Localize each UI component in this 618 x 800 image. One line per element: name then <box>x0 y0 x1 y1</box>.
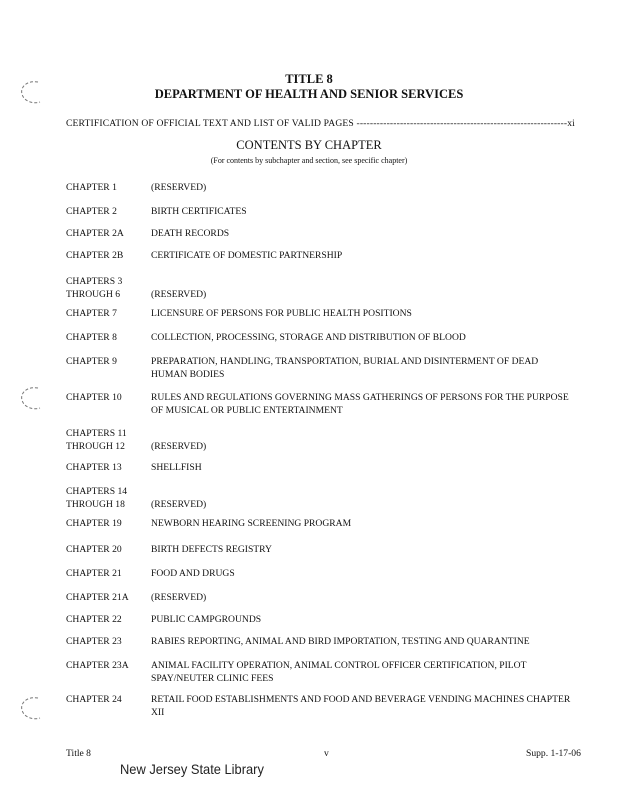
chapter-title: COLLECTION, PROCESSING, STORAGE AND DISTRIBUTION OF BLOOD <box>151 332 466 343</box>
chapter-number: CHAPTER 2A <box>66 228 124 239</box>
contents-title: CONTENTS BY CHAPTER <box>236 138 382 152</box>
footer-supplement: Supp. 1-17-06 <box>526 748 581 759</box>
chapter-number: CHAPTER 23 <box>66 636 122 647</box>
chapter-title: CERTIFICATE OF DOMESTIC PARTNERSHIP <box>151 250 343 261</box>
chapter-number: CHAPTER 8 <box>66 332 117 343</box>
chapter-number: CHAPTER 2B <box>66 250 124 261</box>
chapter-number: CHAPTER 20 <box>66 544 122 555</box>
library-stamp: New Jersey State Library <box>120 761 264 777</box>
footer-page-number: v <box>324 748 329 759</box>
chapter-number: CHAPTER 22 <box>66 614 122 625</box>
chapter-title: BIRTH DEFECTS REGISTRY <box>151 544 272 555</box>
chapter-title: SHELLFISH <box>151 462 202 473</box>
leader-dashes: --------------------------------------------------------------- <box>356 118 568 129</box>
chapter-number: CHAPTER 24 <box>66 694 122 705</box>
chapter-number: CHAPTER 19 <box>66 518 122 529</box>
punch-hole-icon <box>18 694 44 722</box>
chapter-title: RULES AND REGULATIONS GOVERNING MASS GATHERINGS OF PERSONS FOR THE PURPOSE OF MUSICAL OR PUBLIC ENTERTAINMENT <box>151 392 569 416</box>
chapter-title: BIRTH CERTIFICATES <box>151 206 247 217</box>
chapter-number: CHAPTER 13 <box>66 462 122 473</box>
chapter-number: CHAPTER 21 <box>66 568 122 579</box>
chapter-title: DEATH RECORDS <box>151 228 230 239</box>
contents-note: (For contents by subchapter and section, see specific chapter) <box>210 156 408 165</box>
chapter-title: PUBLIC CAMPGROUNDS <box>151 614 262 625</box>
chapter-title: (RESERVED) <box>151 592 207 603</box>
chapter-number: CHAPTER 10 <box>66 392 122 403</box>
chapter-title: (RESERVED) <box>151 440 207 452</box>
chapter-title: (RESERVED) <box>151 182 207 193</box>
chapter-number: CHAPTER 9 <box>66 356 117 367</box>
chapter-title: (RESERVED) <box>151 288 207 300</box>
chapter-title: FOOD AND DRUGS <box>151 568 235 579</box>
department-heading: DEPARTMENT OF HEALTH AND SENIOR SERVICES <box>154 87 464 101</box>
chapter-number: CHAPTERS 11 THROUGH 12 <box>66 428 127 452</box>
chapter-number: CHAPTER 2 <box>66 206 117 217</box>
punch-hole-icon <box>18 384 44 412</box>
footer-left: Title 8 <box>66 748 91 759</box>
chapter-number: CHAPTERS 3 THROUGH 6 <box>66 276 123 300</box>
chapter-number: CHAPTER 23A <box>66 660 129 671</box>
chapter-title: NEWBORN HEARING SCREENING PROGRAM <box>151 518 352 529</box>
chapter-number: CHAPTER 1 <box>66 182 117 193</box>
certification-line <box>66 118 598 129</box>
chapter-number: CHAPTERS 14 THROUGH 18 <box>66 486 128 510</box>
chapter-title: PREPARATION, HANDLING, TRANSPORTATION, BURIAL AND DISINTERMENT OF DEAD HUMAN BODIES <box>151 356 539 380</box>
chapter-title: RABIES REPORTING, ANIMAL AND BIRD IMPORTATION, TESTING AND QUARANTINE <box>151 636 530 647</box>
chapter-title: RETAIL FOOD ESTABLISHMENTS AND FOOD AND BEVERAGE VENDING MACHINES CHAPTER XII <box>151 694 571 718</box>
chapter-title: LICENSURE OF PERSONS FOR PUBLIC HEALTH POSITIONS <box>151 308 412 319</box>
chapter-number: CHAPTER 7 <box>66 308 117 319</box>
chapter-title: ANIMAL FACILITY OPERATION, ANIMAL CONTROL OFFICER CERTIFICATION, PILOT SPAY/NEUTER CLINIC FEES <box>151 660 527 684</box>
certification-text: CERTIFICATION OF OFFICIAL TEXT AND LIST OF VALID PAGES <box>66 118 354 129</box>
certification-page: xi <box>567 118 575 129</box>
title-heading: TITLE 8 <box>285 72 333 86</box>
chapter-title: (RESERVED) <box>151 498 207 510</box>
chapter-number: CHAPTER 21A <box>66 592 129 603</box>
